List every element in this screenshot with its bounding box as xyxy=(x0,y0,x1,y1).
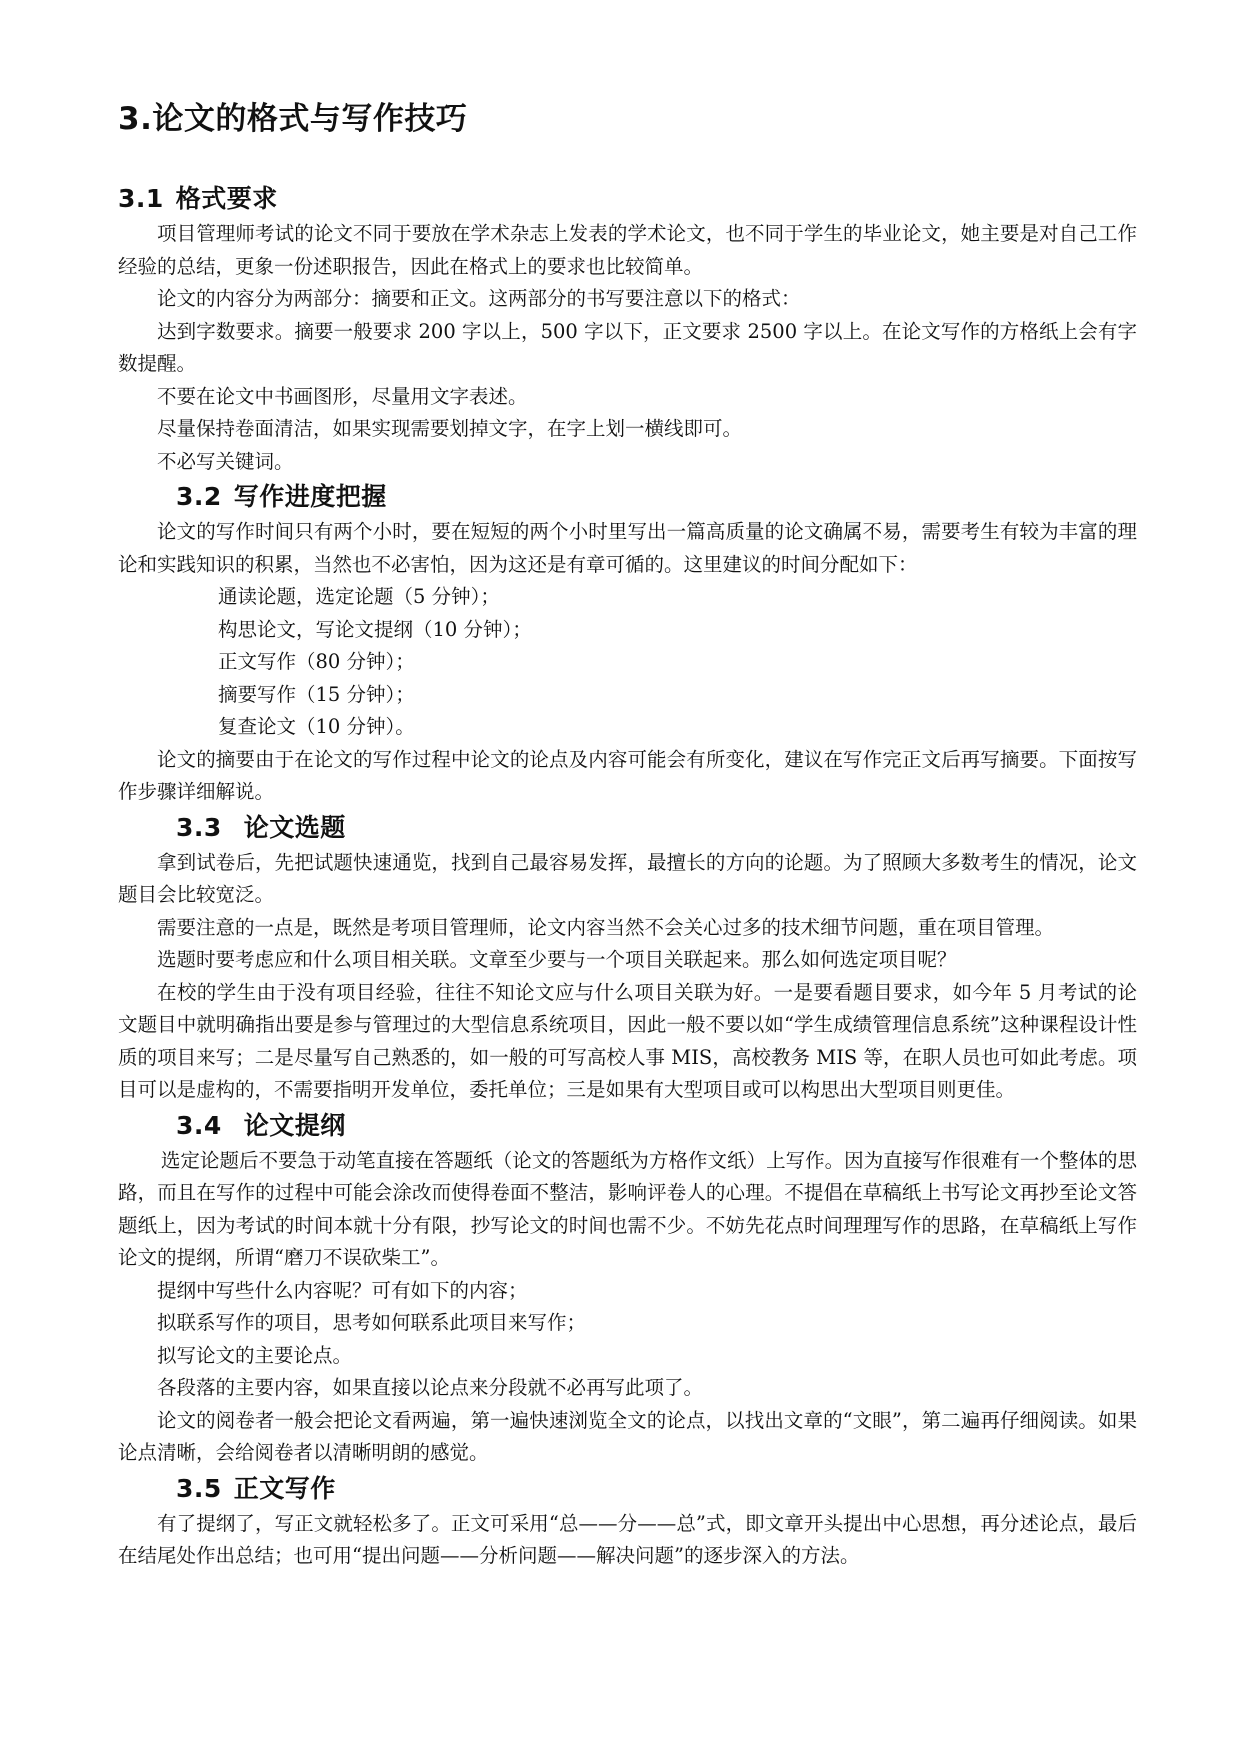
paragraph: 在校的学生由于没有项目经验，往往不知论文应与什么项目关联为好。一是要看题目要求，如今年 5 月考试的论文题目中就明确指出要是参与管理过的大型信息系统项目，因此一般不要以如“学生成绩管理信息系统”这种课程设计性质的项目来写；二是尽量写自己熟悉的，如一般的可写高校人事 MIS，高校教务 MIS 等，在职人员也可如此考虑。项目可以是虚构的，不需要指明开发单位，委托单位；三是如果有大型项目或可以构思出大型项目则更佳。 xyxy=(118,980,1137,1101)
paragraph: 选定论题后不要急于动笔直接在答题纸（论文的答题纸为方格作文纸）上写作。因为直接写作很难有一个整体的思路，而且在写作的过程中可能会涂改而使得卷面不整洁，影响评卷人的心理。不提倡在草稿纸上书写论文再抄至论文答题纸上，因为考试的时间本就十分有限，抄写论文的时间也需不少。不妨先花点时间理理写作的思路，在草稿纸上写作论文的提纲，所谓“磨刀不误砍柴工”。 xyxy=(118,1148,1137,1269)
section-number: 3.5 xyxy=(176,1473,222,1503)
section-title: 写作进度把握 xyxy=(233,482,387,511)
paragraph: 不要在论文中书画图形，尽量用文字表述。 xyxy=(157,384,528,408)
list-item: 通读论题，选定论题（5 分钟）； xyxy=(218,585,500,608)
paragraph: 达到字数要求。摘要一般要求 200 字以上，500 字以下，正文要求 2500 字以上。在论文写作的方格纸上会有字数提醒。 xyxy=(118,319,1137,375)
section-heading-3-4 xyxy=(118,1107,1137,1145)
paragraph: 需要注意的一点是，既然是考项目管理师，论文内容当然不会关心过多的技术细节问题，重在项目管理。 xyxy=(157,915,1055,939)
paragraph: 有了提纲了，写正文就轻松多了。正文可采用“总——分——总”式，即文章开头提出中心思想，再分述论点，最后在结尾处作出总结；也可用“提出问题——分析问题——解决问题”的逐步深入的方法。 xyxy=(118,1511,1137,1567)
paragraph: 项目管理师考试的论文不同于要放在学术杂志上发表的学术论文，也不同于学生的毕业论文，她主要是对自己工作经验的总结，更象一份述职报告，因此在格式上的要求也比较简单。 xyxy=(118,222,1137,278)
paragraph: 不必写关键词。 xyxy=(157,449,294,473)
section-number: 3.4 xyxy=(176,1110,222,1140)
section-number: 3.1 xyxy=(118,184,164,213)
paragraph: 各段落的主要内容，如果直接以论点来分段就不必再写此项了。 xyxy=(157,1376,704,1399)
document-title: 3.论文的格式与写作技巧 xyxy=(118,101,468,137)
section-heading-3-2 xyxy=(118,478,1137,516)
section-title: 格式要求 xyxy=(175,184,278,213)
section-number: 3.2 xyxy=(176,482,222,511)
paragraph: 论文的阅卷者一般会把论文看两遍，第一遍快速浏览全文的论点，以找出文章的“文眼”，第二遍再仔细阅读。如果论点清晰，会给阅卷者以清晰明朗的感觉。 xyxy=(118,1408,1137,1464)
paragraph: 论文的摘要由于在论文的写作过程中论文的论点及内容可能会有所变化，建议在写作完正文后再写摘要。下面按写作步骤详细解说。 xyxy=(118,747,1137,803)
section-title: 正文写作 xyxy=(233,1473,336,1503)
paragraph: 拿到试卷后，先把试题快速通览，找到自己最容易发挥，最擅长的方向的论题。为了照顾大多数考生的情况，论文题目会比较宽泛。 xyxy=(118,850,1137,906)
section-heading-3-3 xyxy=(118,809,1137,847)
section-heading-3-5 xyxy=(118,1470,1137,1508)
paragraph: 拟写论文的主要论点。 xyxy=(157,1343,353,1367)
list-item: 复查论文（10 分钟）。 xyxy=(218,715,415,738)
paragraph: 论文的内容分为两部分：摘要和正文。这两部分的书写要注意以下的格式： xyxy=(157,287,801,310)
list-item: 构思论文，写论文提纲（10 分钟）； xyxy=(218,617,532,641)
paragraph: 拟联系写作的项目，思考如何联系此项目来写作； xyxy=(157,1311,587,1334)
section-title: 论文选题 xyxy=(243,812,346,842)
section-heading-3-1 xyxy=(118,180,1137,218)
section-title: 论文提纲 xyxy=(243,1110,346,1140)
paragraph: 尽量保持卷面清洁，如果实现需要划掉文字，在字上划一横线即可。 xyxy=(157,417,743,440)
paragraph: 选题时要考虑应和什么项目相关联。文章至少要与一个项目关联起来。那么如何选定项目呢？ xyxy=(157,948,957,971)
list-item: 摘要写作（15 分钟）； xyxy=(218,682,415,706)
list-item: 正文写作（80 分钟）； xyxy=(218,650,415,673)
section-number: 3.3 xyxy=(176,812,222,842)
paragraph: 提纲中写些什么内容呢？可有如下的内容； xyxy=(157,1278,528,1302)
paragraph: 论文的写作时间只有两个小时，要在短短的两个小时里写出一篇高质量的论文确属不易，需要考生有较为丰富的理论和实践知识的积累，当然也不必害怕，因为这还是有章可循的。这里建议的时间分配如下： xyxy=(118,520,1137,576)
